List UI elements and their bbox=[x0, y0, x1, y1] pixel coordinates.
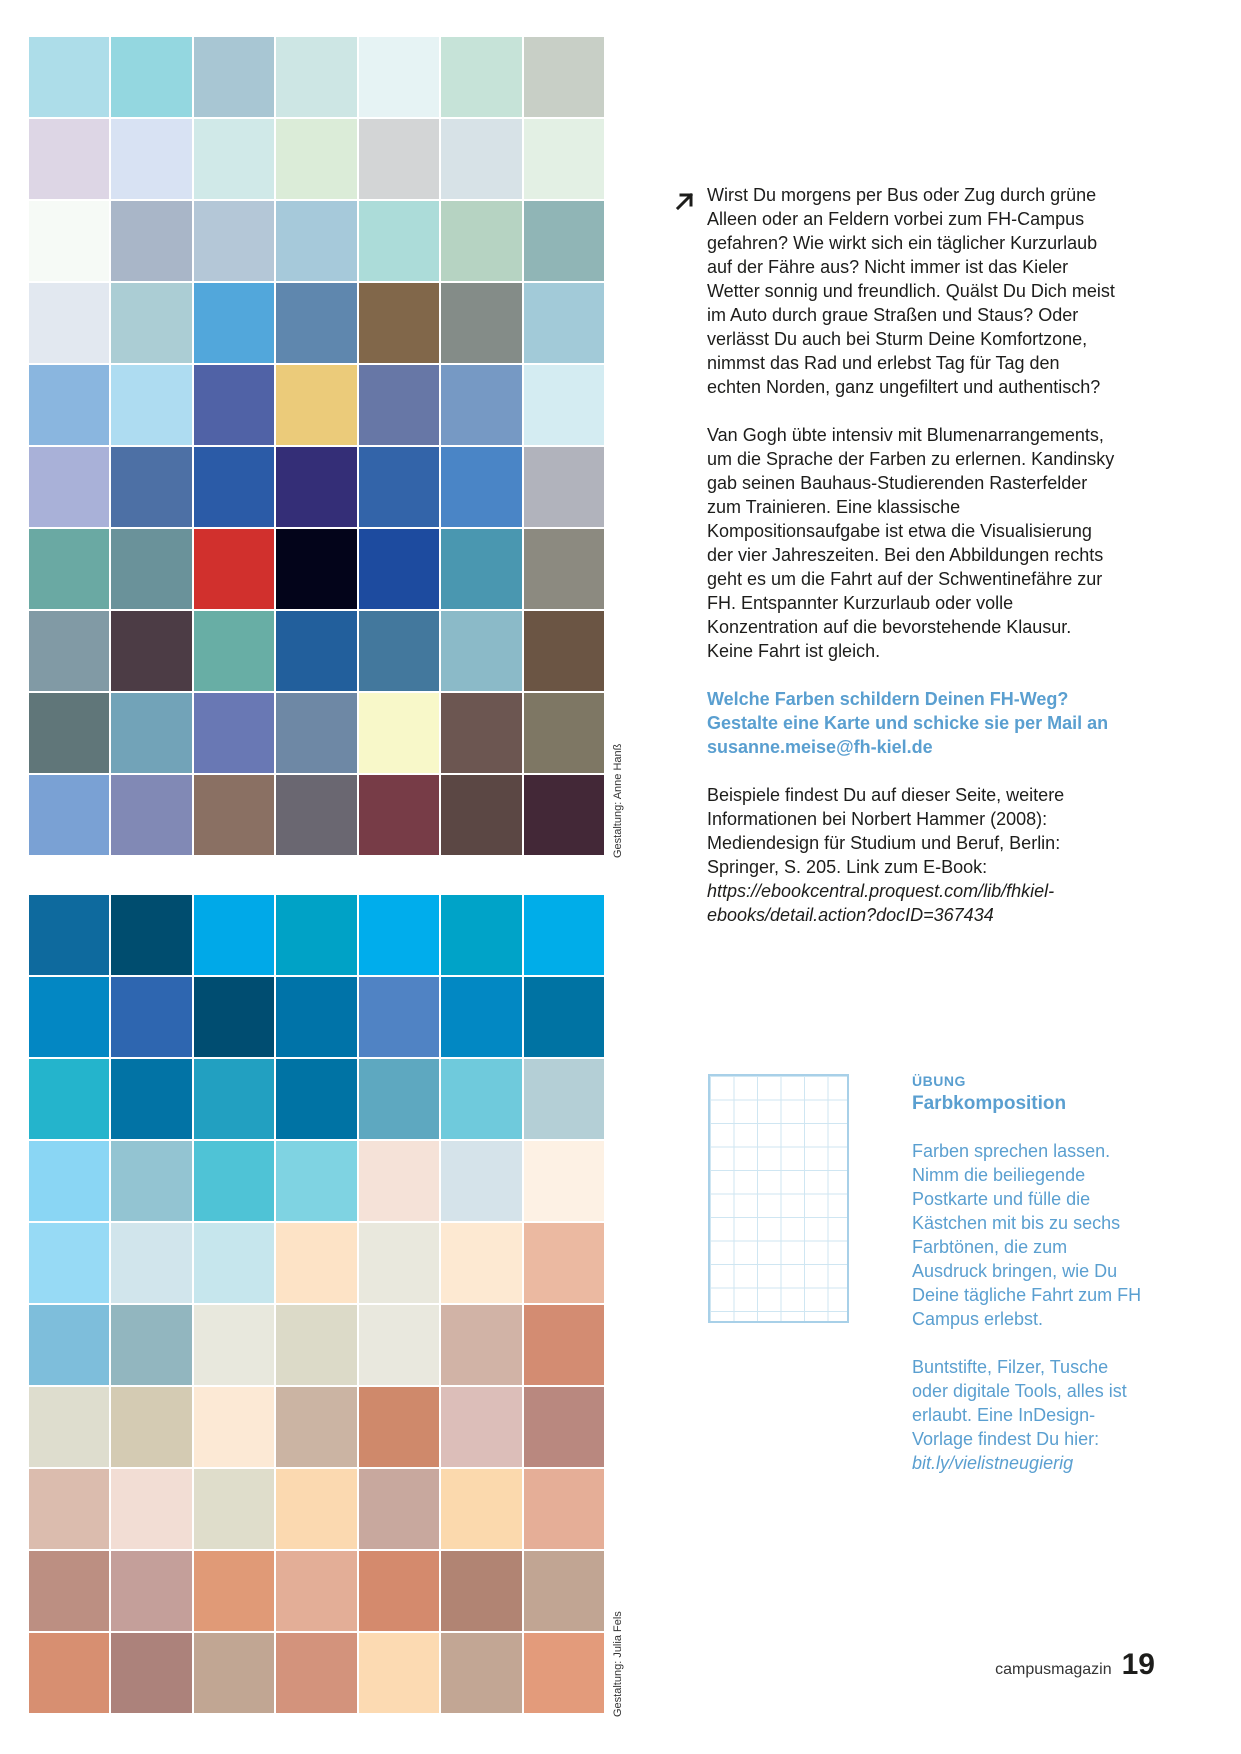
color-swatch bbox=[441, 1633, 521, 1713]
ebook-link[interactable]: https://ebookcentral.proquest.com/lib/fhkiel-ebooks/detail.action?docID=367434 bbox=[707, 881, 1055, 925]
color-swatch bbox=[359, 1305, 439, 1385]
color-swatch bbox=[276, 1469, 356, 1549]
color-swatch bbox=[276, 119, 356, 199]
color-swatch bbox=[276, 283, 356, 363]
color-swatch bbox=[111, 977, 191, 1057]
color-swatch bbox=[359, 1223, 439, 1303]
color-swatch bbox=[441, 1223, 521, 1303]
color-swatch bbox=[359, 37, 439, 117]
color-swatch bbox=[194, 1387, 274, 1467]
color-swatch bbox=[276, 1223, 356, 1303]
color-swatch bbox=[441, 1469, 521, 1549]
color-swatch bbox=[111, 37, 191, 117]
color-swatch bbox=[441, 1387, 521, 1467]
color-swatch bbox=[194, 895, 274, 975]
color-swatch bbox=[441, 1141, 521, 1221]
color-swatch bbox=[359, 1387, 439, 1467]
color-swatch bbox=[194, 529, 274, 609]
template-link[interactable]: bit.ly/vielistneugierig bbox=[912, 1453, 1074, 1473]
magazine-name: campusmagazin bbox=[995, 1661, 1112, 1678]
color-swatch bbox=[111, 693, 191, 773]
exercise-title: Farbkomposition bbox=[912, 1093, 1067, 1114]
color-swatch bbox=[524, 1551, 604, 1631]
color-swatch bbox=[29, 1059, 109, 1139]
color-swatch bbox=[29, 119, 109, 199]
color-swatch bbox=[29, 1633, 109, 1713]
color-swatch bbox=[524, 611, 604, 691]
color-swatch bbox=[194, 37, 274, 117]
color-swatch bbox=[111, 201, 191, 281]
color-swatch bbox=[276, 201, 356, 281]
color-swatch bbox=[276, 895, 356, 975]
color-swatch bbox=[524, 1059, 604, 1139]
color-swatch bbox=[276, 447, 356, 527]
color-swatch bbox=[194, 201, 274, 281]
color-swatch bbox=[524, 1305, 604, 1385]
color-swatch bbox=[276, 1141, 356, 1221]
color-swatch bbox=[276, 1059, 356, 1139]
credit-bottom: Gestaltung: Julia Fels bbox=[612, 1611, 624, 1717]
article-body bbox=[707, 183, 1117, 951]
color-swatch bbox=[524, 37, 604, 117]
color-swatch bbox=[111, 447, 191, 527]
color-swatch bbox=[194, 119, 274, 199]
color-swatch bbox=[29, 283, 109, 363]
color-swatch bbox=[111, 283, 191, 363]
color-swatch bbox=[29, 693, 109, 773]
color-swatch bbox=[29, 1223, 109, 1303]
color-swatch bbox=[29, 447, 109, 527]
color-swatch bbox=[276, 365, 356, 445]
color-swatch bbox=[359, 895, 439, 975]
color-swatch bbox=[441, 895, 521, 975]
color-swatch bbox=[441, 1059, 521, 1139]
color-swatch bbox=[111, 529, 191, 609]
color-swatch bbox=[359, 201, 439, 281]
color-swatch bbox=[111, 1633, 191, 1713]
color-swatch bbox=[441, 977, 521, 1057]
color-swatch bbox=[194, 1551, 274, 1631]
exercise-instructions: Farben sprechen lassen. Nimm die beiliegende Postkarte und fülle die Kästchen mit bis zu sechs Farbtönen, die zum Ausdruck bringen, wie Du Deine tägliche Fahrt zum FH Campus erlebst. bbox=[912, 1141, 1142, 1329]
color-swatch bbox=[359, 611, 439, 691]
color-swatch bbox=[276, 1551, 356, 1631]
color-swatch bbox=[524, 283, 604, 363]
color-swatch bbox=[194, 1469, 274, 1549]
color-swatch bbox=[29, 1387, 109, 1467]
color-swatch bbox=[194, 365, 274, 445]
color-swatch bbox=[29, 1469, 109, 1549]
color-swatch bbox=[359, 119, 439, 199]
color-swatch bbox=[524, 1223, 604, 1303]
color-swatch bbox=[194, 977, 274, 1057]
color-swatch bbox=[276, 775, 356, 855]
color-swatch bbox=[276, 977, 356, 1057]
color-swatch bbox=[441, 283, 521, 363]
color-swatch bbox=[276, 1305, 356, 1385]
color-swatch bbox=[524, 1141, 604, 1221]
color-swatch bbox=[194, 283, 274, 363]
color-swatch bbox=[524, 201, 604, 281]
color-swatch bbox=[29, 977, 109, 1057]
color-swatch bbox=[276, 693, 356, 773]
paragraph-intro: Wirst Du morgens per Bus oder Zug durch grüne Alleen oder an Feldern vorbei zum FH-Campus gefahren? Wie wirkt sich ein täglicher Kurzurlaub auf der Fähre aus? Nicht immer ist das Kieler Wetter sonnig und freundlich. Quälst Du Dich meist im Auto durch graue Straßen und Staus? Oder verlässt Du auch bei Sturm Deine Komfortzone, nimmst das Rad und erlebst Tag für Tag den echten Norden, ganz ungefiltert und authentisch? bbox=[707, 185, 1115, 397]
color-swatch bbox=[29, 1141, 109, 1221]
color-swatch bbox=[524, 365, 604, 445]
color-swatch bbox=[359, 283, 439, 363]
color-swatch bbox=[524, 119, 604, 199]
color-swatch bbox=[359, 977, 439, 1057]
color-swatch bbox=[194, 1141, 274, 1221]
color-swatch bbox=[441, 1551, 521, 1631]
color-swatch bbox=[111, 1305, 191, 1385]
color-swatch bbox=[359, 775, 439, 855]
color-swatch bbox=[524, 775, 604, 855]
page-number: 19 bbox=[1121, 1648, 1155, 1681]
color-swatch bbox=[524, 1387, 604, 1467]
color-swatch bbox=[111, 119, 191, 199]
color-swatch bbox=[441, 365, 521, 445]
color-swatch bbox=[441, 119, 521, 199]
color-swatch bbox=[111, 1141, 191, 1221]
color-swatch bbox=[441, 447, 521, 527]
color-swatch bbox=[441, 1305, 521, 1385]
color-swatch bbox=[29, 365, 109, 445]
color-swatch bbox=[111, 1223, 191, 1303]
color-swatch bbox=[524, 1469, 604, 1549]
color-swatch bbox=[359, 1469, 439, 1549]
exercise-grid-illustration bbox=[708, 1074, 849, 1323]
color-grid-top bbox=[29, 37, 604, 855]
color-swatch bbox=[441, 611, 521, 691]
arrow-up-right-icon bbox=[674, 190, 696, 212]
color-swatch bbox=[359, 529, 439, 609]
paragraph-history: Van Gogh übte intensiv mit Blumenarrangements, um die Sprache der Farben zu erlernen. Kandinsky gab seinen Bauhaus-Studierenden Rasterfelder zum Trainieren. Eine klassische Kompositionsaufgabe ist etwa die Visualisierung der vier Jahreszeiten. Bei den Abbildungen rechts geht es um die Fahrt auf der Schwentinefähre zur FH. Entspannter Kurzurlaub oder volle Konzentration auf die bevorstehende Klausur. Keine Fahrt ist gleich. bbox=[707, 425, 1115, 661]
color-swatch bbox=[111, 1059, 191, 1139]
color-swatch bbox=[441, 775, 521, 855]
color-swatch bbox=[441, 37, 521, 117]
color-swatch bbox=[111, 365, 191, 445]
exercise-tools-text: Buntstifte, Filzer, Tusche oder digitale Tools, alles ist erlaubt. Eine InDesign-Vorlage findest Du hier: bbox=[912, 1357, 1127, 1449]
color-swatch bbox=[111, 611, 191, 691]
color-swatch bbox=[441, 201, 521, 281]
color-swatch bbox=[524, 693, 604, 773]
color-swatch bbox=[359, 1551, 439, 1631]
color-swatch bbox=[111, 1387, 191, 1467]
color-swatch bbox=[29, 529, 109, 609]
exercise-tag: ÜBUNG bbox=[912, 1073, 966, 1089]
color-swatch bbox=[29, 1551, 109, 1631]
color-swatch bbox=[29, 1305, 109, 1385]
color-swatch bbox=[29, 775, 109, 855]
color-swatch bbox=[194, 1305, 274, 1385]
exercise-tools bbox=[912, 1355, 1142, 1475]
color-swatch bbox=[276, 37, 356, 117]
color-swatch bbox=[276, 1387, 356, 1467]
color-swatch bbox=[111, 1551, 191, 1631]
color-swatch bbox=[111, 1469, 191, 1549]
credit-top: Gestaltung: Anne Hanß bbox=[612, 743, 624, 858]
color-swatch bbox=[194, 775, 274, 855]
color-swatch bbox=[111, 895, 191, 975]
color-swatch bbox=[524, 1633, 604, 1713]
color-swatch bbox=[359, 447, 439, 527]
color-swatch bbox=[359, 1633, 439, 1713]
color-swatch bbox=[524, 977, 604, 1057]
color-swatch bbox=[194, 1633, 274, 1713]
color-swatch bbox=[359, 1059, 439, 1139]
color-swatch bbox=[276, 1633, 356, 1713]
color-swatch bbox=[194, 447, 274, 527]
color-swatch bbox=[359, 365, 439, 445]
color-swatch bbox=[29, 201, 109, 281]
call-to-action: Welche Farben schildern Deinen FH-Weg? Gestalte eine Karte und schicke sie per Mail an susanne.meise@fh-kiel.de bbox=[707, 689, 1109, 757]
color-grid-bottom bbox=[29, 895, 604, 1713]
color-swatch bbox=[359, 1141, 439, 1221]
color-swatch bbox=[111, 775, 191, 855]
color-swatch bbox=[524, 447, 604, 527]
color-swatch bbox=[441, 529, 521, 609]
color-swatch bbox=[194, 1223, 274, 1303]
paragraph-references bbox=[707, 783, 1117, 927]
color-swatch bbox=[441, 693, 521, 773]
references-text: Beispiele findest Du auf dieser Seite, weitere Informationen bei Norbert Hammer (2008): Mediendesign für Studium und Beruf, Berlin: Springer, S. 205. Link zum E-Book: bbox=[707, 785, 1065, 877]
color-swatch bbox=[194, 1059, 274, 1139]
color-swatch bbox=[194, 693, 274, 773]
color-swatch bbox=[276, 611, 356, 691]
color-swatch bbox=[29, 895, 109, 975]
color-swatch bbox=[29, 611, 109, 691]
color-swatch bbox=[359, 693, 439, 773]
color-swatch bbox=[524, 895, 604, 975]
color-swatch bbox=[29, 37, 109, 117]
color-swatch bbox=[194, 611, 274, 691]
color-swatch bbox=[276, 529, 356, 609]
page-footer bbox=[995, 1648, 1155, 1682]
color-swatch bbox=[524, 529, 604, 609]
